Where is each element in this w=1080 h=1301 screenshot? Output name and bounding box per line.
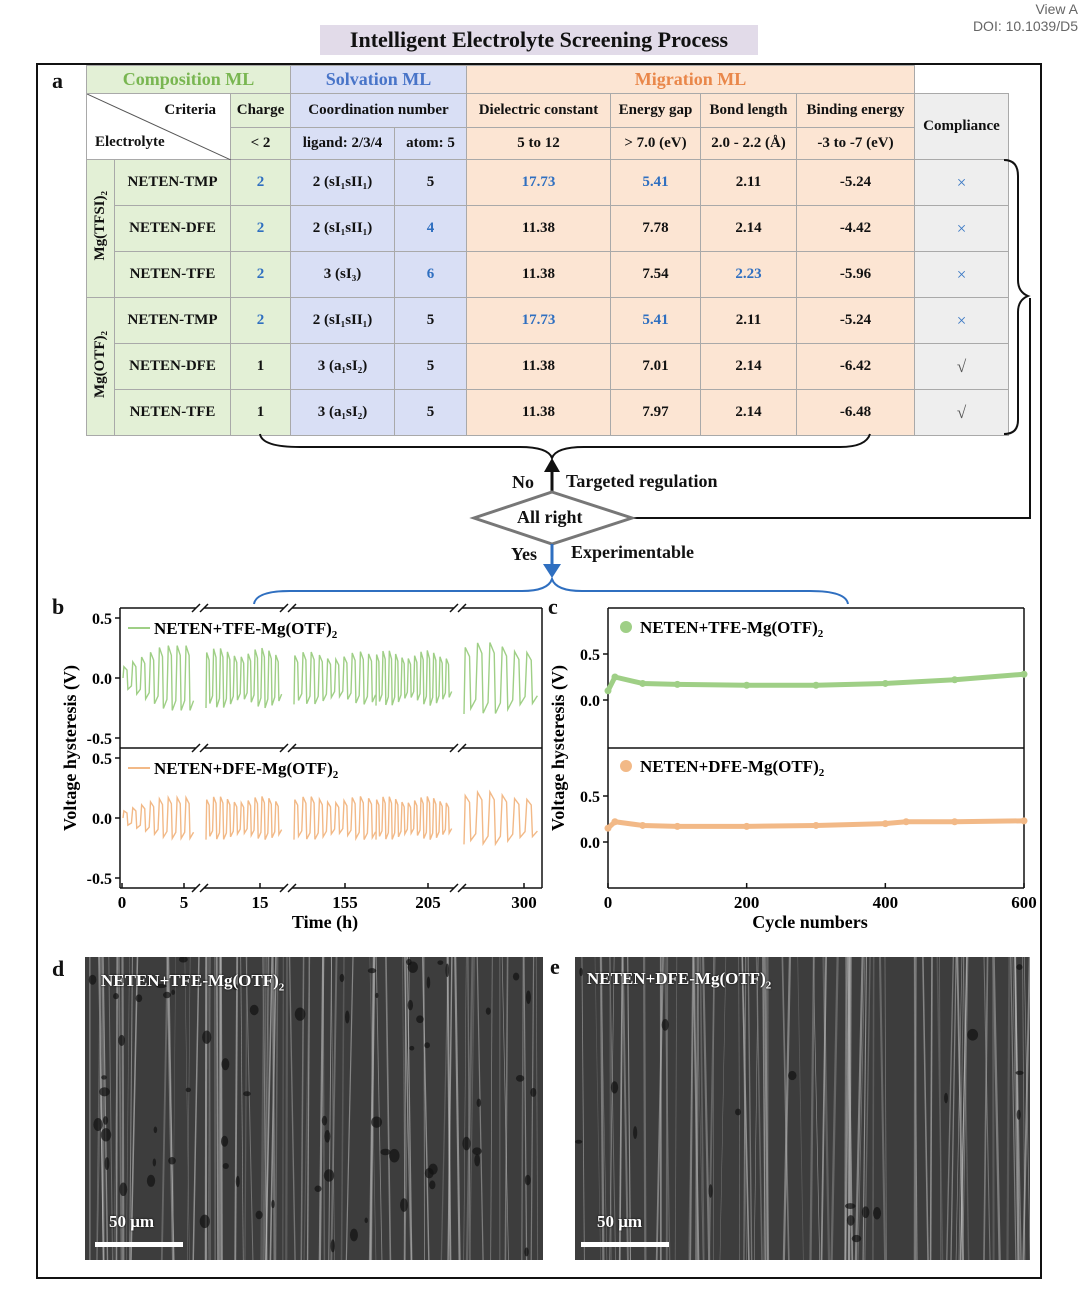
sem-d-streak-75 [286,957,287,1260]
sem-d-pit-55 [368,968,376,973]
voltage-time-chart [0,600,560,940]
row0-compliance: × [915,160,1009,206]
c-dfe-point-8 [951,818,958,825]
sem-d-streak-29 [524,957,527,1260]
b-xtick-label-3: 155 [332,893,358,912]
row1-binding: -4.42 [797,206,915,252]
sem-d-streak-70 [173,957,176,1260]
sem-d-pit-30 [200,1215,210,1229]
b-bottom-ytick-label-1: 0.0 [92,811,112,828]
sem-d-streak-36 [477,957,483,1260]
row2-binding: -5.96 [797,252,915,298]
row4-charge: 1 [231,344,291,390]
b-dfe-trace-seg-2 [294,796,376,839]
row0-gap: 5.41 [611,160,701,206]
sem-d-streak-39 [346,957,353,1260]
c-xtick-label-2: 400 [872,893,899,912]
b-dfe-legend-label: $NETEN+DFE-Mg(OTF)_2$ [154,759,339,781]
b-xtick-label-5: 300 [511,893,537,912]
row1-bond: 2.14 [701,206,797,252]
sem-d-pit-42 [93,1118,102,1131]
sem-d-pit-19 [400,1198,408,1212]
sem-d-pit-50 [101,1128,111,1141]
sem-e-streak-88 [1023,957,1029,1260]
sem-d-pit-12 [236,1176,240,1187]
sem-d-streak-57 [167,957,173,1260]
c-x-label: Cycle numbers [752,912,868,932]
sem-e-streak-46 [931,957,932,1260]
row5-charge: 1 [231,390,291,436]
salt-group-tfsi: Mg(TFSI)₂ [87,160,115,298]
sem-e-pit-14 [1016,964,1022,970]
sem-d-pit-53 [427,977,431,989]
sem-d-pit-31 [202,1031,211,1044]
sem-e-pit-17 [1016,1071,1024,1075]
c-top-ytick-label-0: 0.5 [580,647,600,664]
sem-e-scale-text: 50 μm [597,1212,643,1231]
sem-d-pit-65 [324,1130,330,1143]
panel-a-label: a [52,68,63,93]
panel-e-label: e [550,954,560,979]
sem-d-pit-2 [271,1200,274,1208]
row1-ligand: 2 (sI₁sII₁) [291,206,395,252]
c-tfe-point-0 [605,687,612,694]
flow-targeted-label: Targeted regulation [566,471,718,491]
row5-dielectric: 11.38 [467,390,611,436]
c-tfe-legend-marker [620,621,632,633]
sem-d-pit-11 [472,1147,482,1155]
sem-d-pit-14 [101,1075,107,1079]
no-arrow-head [544,458,560,472]
sem-image-tfe [85,957,543,1260]
c-dfe-point-9 [1021,817,1028,824]
row5-electrolyte: NETEN-TFE [115,390,231,436]
sem-d-streak-33 [531,957,533,1260]
sem-d-streak-80 [320,957,323,1260]
header-energy-gap: Energy gap [611,94,701,128]
c-dfe-point-0 [605,825,612,832]
sem-e-pit-16 [709,1184,713,1197]
b-tfe-trace-seg-0 [123,646,194,711]
sem-e-pit-15 [967,1029,978,1041]
criteria-ligand: ligand: 2/3/4 [291,128,395,160]
row2-electrolyte: NETEN-TFE [115,252,231,298]
sem-d-pit-23 [99,1087,110,1096]
sem-d-streak-26 [162,957,168,1260]
criteria-dielectric: 5 to 12 [467,128,611,160]
sem-d-pit-15 [295,1008,306,1021]
sem-d-streak-16 [376,957,382,1260]
row0-charge: 2 [231,160,291,206]
row3-bond: 2.11 [701,298,797,344]
row0-electrolyte: NETEN-TMP [115,160,231,206]
row5-binding: -6.48 [797,390,915,436]
sem-d-pit-4 [153,1158,156,1166]
sem-d-pit-60 [113,993,119,999]
criteria-charge: < 2 [231,128,291,160]
header-dielectric: Dielectric constant [467,94,611,128]
sem-d-pit-32 [408,1000,413,1011]
sem-e-pit-5 [611,1081,618,1093]
c-dfe-legend-sub: 2 [818,767,825,779]
c-bottom-ytick-label-0: 0.5 [580,789,600,806]
sem-d-pit-46 [147,1175,155,1187]
sem-d-pit-29 [424,1042,430,1048]
sem-e-streak-44 [811,957,814,1260]
b-bottom-ytick-label-0: 0.5 [92,751,112,768]
b-dfe-trace-seg-1 [206,796,282,839]
sem-d-pit-0 [223,1163,229,1169]
c-tfe-legend-sub: 2 [817,628,824,640]
row1-electrolyte: NETEN-DFE [115,206,231,252]
panel-c-label: c [548,594,558,619]
sem-d-streak-0 [491,957,492,1260]
sem-e-streak-66 [993,957,994,1260]
sem-d-streak-58 [235,957,237,1260]
sem-d-pit-35 [371,1116,382,1127]
sem-d-streak-85 [290,957,296,1260]
c-xtick-label-1: 200 [733,893,760,912]
b-bottom-ytick-label-2: -0.5 [86,871,112,888]
criteria-bond-length: 2.0 - 2.2 (Å) [701,128,797,160]
row0-bond: 2.11 [701,160,797,206]
b-dfe-trace-seg-4 [464,792,537,844]
group-composition: Composition ML [87,66,291,94]
sem-d-pit-36 [513,973,519,981]
sem-d-pit-20 [526,990,531,1003]
sem-d-pit-6 [516,1075,524,1082]
b-xtick-label-4: 205 [415,893,441,912]
sem-d-pit-7 [530,1088,536,1097]
c-dfe-point-2 [639,822,646,829]
sem-d-pit-16 [345,1011,350,1024]
b-tfe-trace-seg-2 [294,652,376,705]
sem-d-pit-66 [136,994,143,1002]
row2-atom: 6 [395,252,467,298]
c-tfe-point-3 [674,681,681,688]
c-dfe-legend-label: $NETEN+DFE-Mg(OTF)_2$ [640,757,825,779]
sem-d-streak-28 [245,957,247,1260]
row5-atom: 5 [395,390,467,436]
row2-charge: 2 [231,252,291,298]
c-tfe-point-8 [1021,671,1028,678]
c-tfe-point-5 [813,682,820,689]
sem-d-caption: $NETEN+TFE-Mg(OTF)_2$ [101,971,285,994]
sem-d-streak-60 [329,957,332,1260]
c-tfe-point-2 [639,680,646,687]
sem-d-pit-10 [486,1007,491,1014]
row5-gap: 7.97 [611,390,701,436]
sem-e-pit-12 [873,1207,881,1219]
sem-d-pit-48 [474,1154,480,1166]
corner-electrolyte: Electrolyte [95,134,165,150]
c-tfe-point-6 [882,680,889,687]
figure-title: Intelligent Electrolyte Screening Process [320,25,758,55]
sem-d-pit-25 [462,1137,470,1151]
b-top-ytick-label-1: 0.0 [92,671,112,688]
c-tfe-point-1 [611,674,618,681]
row4-electrolyte: NETEN-DFE [115,344,231,390]
row3-gap: 5.41 [611,298,701,344]
sem-d-streak-54 [241,957,243,1260]
sem-e-pit-8 [662,1019,669,1031]
sem-texture-dfe [575,957,1030,1260]
row0-binding: -5.24 [797,160,915,206]
sem-d-pit-67 [425,1168,434,1178]
sem-d-pit-45 [89,975,97,985]
sem-e-pit-1 [1017,1110,1021,1120]
b-tfe-legend-sub: 2 [331,629,338,641]
sem-d-streak-81 [341,957,344,1260]
row2-bond: 2.23 [701,252,797,298]
sem-d-pit-26 [118,1035,125,1046]
b-dfe-trace-seg-3 [376,796,452,839]
c-top-ytick-label-1: 0.0 [580,693,600,710]
b-dfe-legend-sub: 2 [332,769,339,781]
b-top-ytick-label-0: 0.5 [92,611,112,628]
sem-d-streak-66 [301,957,303,1260]
sem-d-pit-49 [389,1149,399,1163]
sem-d-pit-41 [103,1116,108,1125]
sem-d-pit-57 [154,1126,158,1133]
c-xtick-label-3: 600 [1011,893,1037,912]
row2-compliance: × [915,252,1009,298]
doi-text: DOI: 10.1039/D5 [972,18,1078,34]
criteria-binding-energy: -3 to -7 (eV) [797,128,915,160]
sem-d-pit-61 [331,1239,335,1252]
b-tfe-trace-seg-3 [376,650,452,705]
voltage-cycle-chart [540,600,1040,940]
corner-criteria: Criteria [164,102,216,118]
b-tfe-legend-label: $NETEN+TFE-Mg(OTF)_2$ [154,619,338,641]
header-bond-length: Bond length [701,94,797,128]
header-compliance: Compliance [915,94,1009,160]
row3-atom: 5 [395,298,467,344]
sem-d-streak-51 [246,957,253,1260]
c-dfe-point-3 [674,823,681,830]
sem-d-pit-59 [409,1046,414,1051]
sem-d-pit-58 [256,1211,263,1220]
sem-d-streak-13 [455,957,459,1260]
sem-d-streak-17 [522,957,524,1260]
sem-e-pit-11 [847,1215,855,1226]
panel-b-label: b [52,594,65,619]
sem-d-streak-71 [221,957,222,1260]
sem-e-streak-55 [798,957,804,1260]
sem-d-pit-24 [380,1149,390,1156]
sem-e-streak-77 [709,957,715,1260]
panel-d-label: d [52,956,65,981]
row1-dielectric: 11.38 [467,206,611,252]
header-coordination: Coordination number [291,94,467,128]
sem-d-streak-89 [273,957,275,1260]
sem-d-pit-64 [437,960,443,965]
row4-ligand: 3 (a₁sI₂) [291,344,395,390]
row5-bond: 2.14 [701,390,797,436]
sem-e-streak-27 [690,957,693,1260]
row3-charge: 2 [231,298,291,344]
sem-e-streak-54 [644,957,645,1260]
row1-compliance: × [915,206,1009,252]
sem-d-pit-56 [119,1183,127,1197]
sem-e-scale-bar [581,1242,669,1247]
sem-e-streak-13 [582,957,584,1260]
sem-d-pit-40 [375,993,378,998]
row5-ligand: 3 (a₁sI₂) [291,390,395,436]
b-tfe-trace-seg-4 [464,642,537,714]
row4-dielectric: 11.38 [467,344,611,390]
row0-dielectric: 17.73 [467,160,611,206]
row1-atom: 4 [395,206,467,252]
row3-electrolyte: NETEN-TMP [115,298,231,344]
flow-no-label: No [512,472,534,492]
sem-d-pit-52 [365,1218,368,1224]
sem-d-streak-30 [217,957,218,1260]
c-dfe-point-1 [611,818,618,825]
sem-e-pit-7 [944,1093,948,1104]
sem-e-streak-6 [748,957,751,1260]
sem-d-pit-13 [322,1116,327,1126]
sem-e-streak-16 [784,957,790,1260]
sem-d-pit-43 [243,1091,251,1096]
sem-d-pit-47 [221,1136,228,1147]
c-xtick-label-0: 0 [603,893,613,912]
sem-image-dfe [575,957,1030,1260]
header-charge: Charge [231,94,291,128]
c-dfe-legend-marker [620,760,632,772]
sem-d-streak-82 [193,957,199,1260]
row4-compliance: √ [915,344,1009,390]
sem-d-scale-bar [95,1242,183,1247]
row4-bond: 2.14 [701,344,797,390]
sem-e-streak-67 [832,957,838,1260]
sem-e-streak-25 [1007,957,1009,1260]
row4-gap: 7.01 [611,344,701,390]
row2-gap: 7.54 [611,252,701,298]
sem-d-streak-6 [276,957,278,1260]
row3-dielectric: 17.73 [467,298,611,344]
row3-binding: -5.24 [797,298,915,344]
sem-d-pit-9 [408,961,418,972]
sem-d-scale-text: 50 μm [109,1212,155,1231]
sem-e-caption: $NETEN+DFE-Mg(OTF)_2$ [587,969,772,992]
b-top-ytick-label-2: -0.5 [86,731,112,748]
b-x-label: Time (h) [291,912,359,932]
c-bottom-ytick-label-1: 0.0 [580,835,600,852]
c-tfe-point-4 [743,682,750,689]
sem-d-pit-51 [179,957,188,963]
sem-d-streak-38 [423,957,429,1260]
sem-e-pit-9 [862,1206,870,1218]
sem-d-pit-18 [445,964,449,978]
group-solvation: Solvation ML [291,66,467,94]
header-binding-energy: Binding energy [797,94,915,128]
sem-d-streak-21 [386,957,390,1260]
right-brace [1004,160,1028,434]
sem-d-pit-44 [477,1099,482,1107]
c-y-label: Voltage hysteresis (V) [548,665,568,831]
sem-e-streak-85 [923,957,928,1260]
sem-e-pit-2 [845,1203,856,1209]
c-dfe-point-4 [743,823,750,830]
sem-d-pit-68 [105,1157,110,1170]
row5-compliance: √ [915,390,1009,436]
b-xtick-label-2: 15 [251,893,269,912]
sem-e-pit-0 [575,1140,582,1144]
sem-d-pit-17 [168,1157,176,1164]
sem-d-pit-39 [186,1088,191,1093]
row3-ligand: 2 (sI₁sII₁) [291,298,395,344]
c-dfe-point-5 [813,822,820,829]
sem-d-streak-56 [219,957,220,1260]
sem-e-streak-36 [675,957,677,1260]
row3-compliance: × [915,298,1009,344]
sem-d-pit-54 [429,1180,435,1189]
salt-group-otf: Mg(OTF)₂ [87,298,115,436]
row2-dielectric: 11.38 [467,252,611,298]
flow-yes-label: Yes [511,544,537,564]
sem-d-pit-21 [524,1247,528,1256]
sem-d-streak-61 [209,957,210,1260]
c-dfe-point-6 [882,820,889,827]
sem-d-pit-27 [324,1169,334,1181]
row2-ligand: 3 (sI₃) [291,252,395,298]
row0-atom: 5 [395,160,467,206]
flow-decision-label: All right [517,507,583,527]
row1-charge: 2 [231,206,291,252]
row0-ligand: 2 (sI₁sII₁) [291,160,395,206]
criteria-energy-gap: > 7.0 (eV) [611,128,701,160]
sem-e-streak-9 [720,957,726,1260]
b-y-label: Voltage hysteresis (V) [60,665,80,831]
sem-e-streak-82 [849,957,850,1260]
row1-gap: 7.78 [611,206,701,252]
sem-d-pit-62 [221,1058,229,1070]
sem-e-pit-4 [735,1109,741,1116]
bottom-brace [260,434,870,458]
sem-d-pit-22 [340,974,345,982]
sem-d-pit-8 [525,1175,531,1186]
sem-e-streak-59 [657,957,663,1260]
sem-d-pit-1 [416,1015,424,1023]
c-tfe-point-7 [951,676,958,683]
sem-e-pit-3 [788,1071,796,1080]
criteria-atom: atom: 5 [395,128,467,160]
sem-e-pit-10 [579,968,582,977]
row4-atom: 5 [395,344,467,390]
sem-d-pit-33 [314,1186,321,1192]
b-tfe-trace-seg-1 [206,648,282,708]
sem-d-streak-46 [536,957,538,1260]
c-dfe-point-7 [903,818,910,825]
view-article-link[interactable]: View A [1035,1,1078,17]
sem-e-streak-57 [757,957,762,1260]
c-tfe-legend-label: $NETEN+TFE-Mg(OTF)_2$ [640,618,824,640]
b-xtick-label-0: 0 [117,893,127,912]
b-dfe-trace-seg-0 [123,798,194,839]
sem-d-streak-42 [464,957,467,1260]
sem-d-pit-69 [350,1229,358,1242]
sem-e-streak-39 [739,957,740,1260]
flow-experimentable-label: Experimentable [571,542,694,562]
group-migration: Migration ML [467,66,915,94]
row4-binding: -6.42 [797,344,915,390]
sem-e-pit-13 [852,1235,862,1242]
sem-d-pit-3 [250,1005,259,1015]
b-xtick-label-1: 5 [179,893,189,912]
sem-e-pit-6 [633,1126,637,1139]
